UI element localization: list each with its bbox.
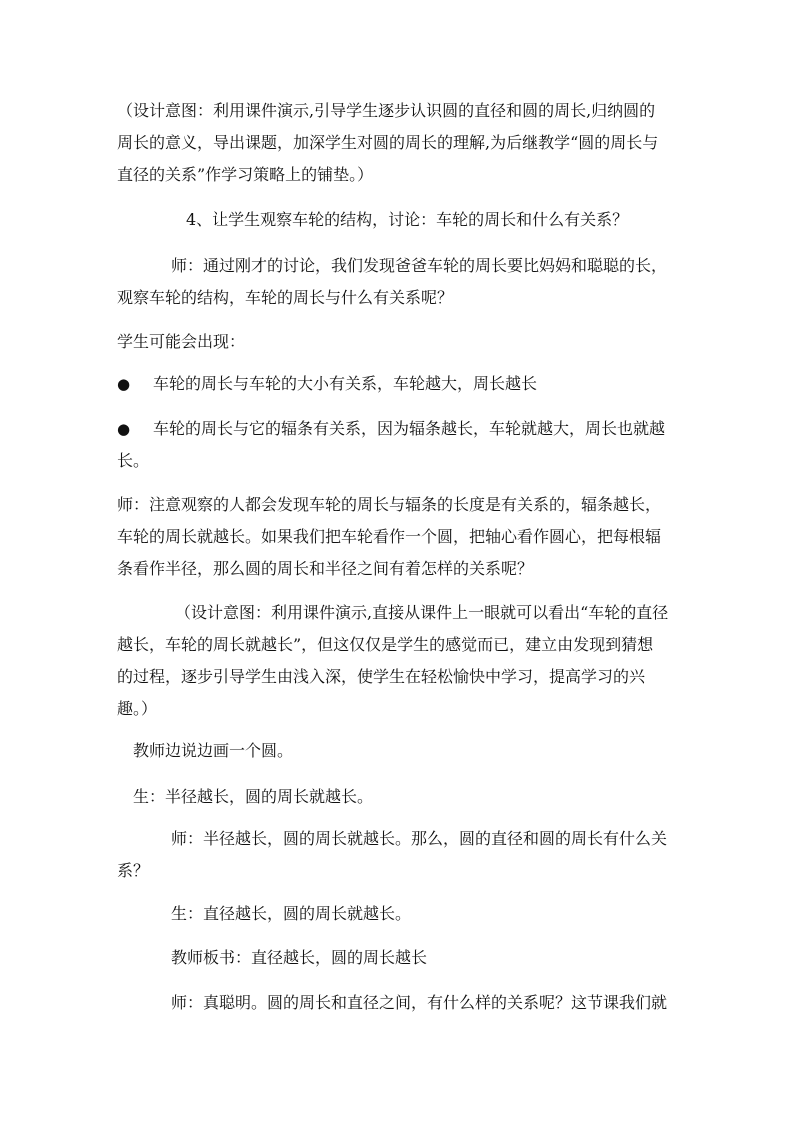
list-item [117, 368, 679, 400]
teacher-paragraph-2 [117, 489, 679, 585]
text-line: 师：真聪明。圆的周长和直径之间，有什么样的关系呢？这节课我们就 [171, 993, 668, 1012]
text-line: 的过程，逐步引导学生由浅入深，使学生在轻松愉快中学习，提高学习的兴 [117, 667, 646, 686]
text-line: 观察车轮的结构，车轮的周长与什么有关系呢？ [117, 288, 454, 307]
text-line: 系？ [117, 861, 150, 880]
text-line: 越长，车轮的周长就越长”，但这仅仅是学生的感觉而已，建立由发现到猜想 [117, 635, 654, 654]
students-may-say [117, 326, 679, 358]
teacher-paragraph-1 [117, 250, 679, 314]
text-line: 生：半径越长，圆的周长就越长。 [133, 787, 374, 806]
text-line: 长。 [117, 451, 150, 470]
text-line: 学生可能会出现： [117, 332, 246, 351]
text-line: 趣。） [117, 699, 158, 718]
blackboard-note [171, 942, 733, 974]
text-line: 车轮的周长与它的辐条有关系，因为辐条越长，车轮就越大，周长也就越 [153, 419, 666, 438]
text-line: （设计意图：利用课件演示,直接从课件上一眼就可以看出“车轮的直径 [175, 603, 669, 622]
text-line: 教师边说边画一个圆。 [133, 741, 294, 760]
text-line: 师：通过刚才的讨论，我们发现爸爸车轮的周长要比妈妈和聪聪的长， [171, 256, 668, 275]
text-line: 周长的意义，导出课题，加深学生对圆的周长的理解,为后继教学“圆的周长与 [117, 133, 659, 152]
text-line: 教师板书：直径越长，圆的周长越长 [171, 948, 428, 967]
teacher-draws-circle [133, 735, 695, 767]
text-line: 4、让学生观察车轮的结构，讨论：车轮的周长和什么有关系？ [186, 210, 629, 229]
design-intent-paragraph-1 [117, 95, 679, 191]
text-line: 车轮的周长就越长。如果我们把车轮看作一个圆，把轴心看作圆心，把每根辐 [117, 527, 662, 546]
bullet-icon: ● [117, 420, 131, 438]
step-4-heading [186, 204, 748, 236]
text-line: 生：直径越长，圆的周长就越长。 [171, 904, 412, 923]
text-line: 师：注意观察的人都会发现车轮的周长与辐条的长度是有关系的，辐条越长， [117, 495, 662, 514]
list-item [117, 413, 679, 477]
teacher-paragraph-final [171, 987, 733, 1019]
teacher-question [117, 823, 679, 887]
text-line: 直径的关系”作学习策略上的铺垫。） [117, 165, 374, 184]
design-intent-paragraph-2 [117, 597, 679, 725]
text-line: （设计意图：利用课件演示,引导学生逐步认识圆的直径和圆的周长,归纳圆的 [117, 101, 656, 120]
bullet-icon: ● [117, 375, 131, 393]
text-line: 条看作半径，那么圆的周长和半径之间有着怎样的关系呢？ [117, 559, 534, 578]
student-answer-2 [171, 898, 733, 930]
text-line: 师：半径越长，圆的周长就越长。那么，圆的直径和圆的周长有什么关 [171, 829, 668, 848]
text-line: 车轮的周长与车轮的大小有关系，车轮越大，周长越长 [153, 374, 538, 393]
student-answer-1 [133, 781, 695, 813]
